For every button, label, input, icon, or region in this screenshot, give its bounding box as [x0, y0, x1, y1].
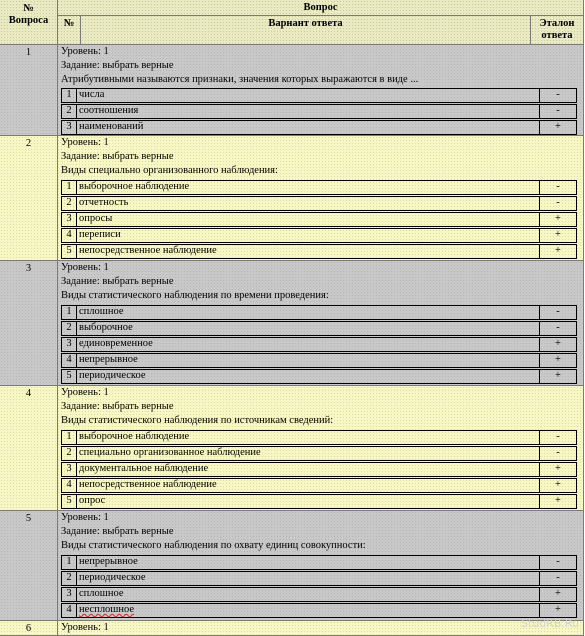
- answer-row: 4 непрерывное +: [61, 353, 577, 368]
- answer-row: 2 отчетность -: [61, 196, 577, 211]
- question-level: Уровень: 1: [61, 46, 109, 57]
- answer-row: 1 непрерывное -: [61, 555, 577, 570]
- table-header: [0, 0, 584, 45]
- answer-row: 5 непосредственное наблюдение +: [61, 244, 577, 259]
- question-row-1: [0, 45, 584, 136]
- question-number: 2: [25, 138, 32, 149]
- header-etalon: Эталон ответа: [539, 18, 575, 41]
- answer-row: 3 наименований +: [61, 120, 577, 135]
- question-task: Задание: выбрать верные: [61, 276, 174, 287]
- question-number: 5: [25, 513, 32, 524]
- question-number: 4: [25, 388, 32, 399]
- question-text: Виды специально организованного наблюдения:: [61, 165, 278, 176]
- answer-row: 2 соотношения -: [61, 104, 577, 119]
- question-row-3: [0, 261, 584, 386]
- question-level: Уровень: 1: [61, 512, 109, 523]
- question-row-6: [0, 621, 584, 636]
- question-text: Виды статистического наблюдения по источникам сведений:: [61, 415, 334, 426]
- header-variant: Варнант ответа: [268, 18, 343, 29]
- question-level: Уровень: 1: [61, 622, 109, 633]
- answer-row: 2 специально организованное наблюдение -: [61, 446, 577, 461]
- header-question: Вопрос: [303, 2, 338, 13]
- answer-row: 2 периодическое -: [61, 571, 577, 586]
- question-row-5: [0, 511, 584, 621]
- answer-row: 5 периодическое +: [61, 369, 577, 384]
- answer-row: 3 документальное наблюдение +: [61, 462, 577, 477]
- question-level: Уровень: 1: [61, 387, 109, 398]
- answer-row: 3 единовременное +: [61, 337, 577, 352]
- question-task: Задание: выбрать верные: [61, 60, 174, 71]
- answer-row: 1 выборочное наблюдение -: [61, 430, 577, 445]
- question-text: Виды статистического наблюдения по охвату единиц совокупности:: [61, 540, 366, 551]
- header-num: № Вопроса: [8, 3, 49, 26]
- question-level: Уровень: 1: [61, 137, 109, 148]
- answer-row: 1 числа -: [61, 88, 577, 103]
- question-number: 6: [25, 623, 32, 634]
- question-task: Задание: выбрать верные: [61, 526, 174, 537]
- question-text: Виды статистического наблюдения по времени проведения:: [61, 290, 329, 301]
- header-answer-num: №: [63, 18, 75, 29]
- question-task: Задание: выбрать верные: [61, 151, 174, 162]
- question-level: Уровень: 1: [61, 262, 109, 273]
- question-text: Атрибутивными называются признаки, значения которых выражаются в виде ...: [61, 74, 419, 85]
- answer-row: 5 опрос +: [61, 494, 577, 509]
- answer-row: 3 опросы +: [61, 212, 577, 227]
- watermark: StudRB.Ru: [520, 617, 579, 630]
- question-number: 3: [25, 263, 32, 274]
- answer-row: 4 непосредственное наблюдение +: [61, 478, 577, 493]
- answer-row: 1 сплошное -: [61, 305, 577, 320]
- answer-row: 3 сплошное +: [61, 587, 577, 602]
- question-row-4: [0, 386, 584, 511]
- answer-row: 4 несплошное +: [61, 603, 577, 618]
- question-task: Задание: выбрать верные: [61, 401, 174, 412]
- answer-row: 4 переписи +: [61, 228, 577, 243]
- question-number: 1: [25, 47, 32, 58]
- answer-row: 2 выборочное -: [61, 321, 577, 336]
- answer-row: 1 выборочное наблюдение -: [61, 180, 577, 195]
- question-row-2: [0, 136, 584, 261]
